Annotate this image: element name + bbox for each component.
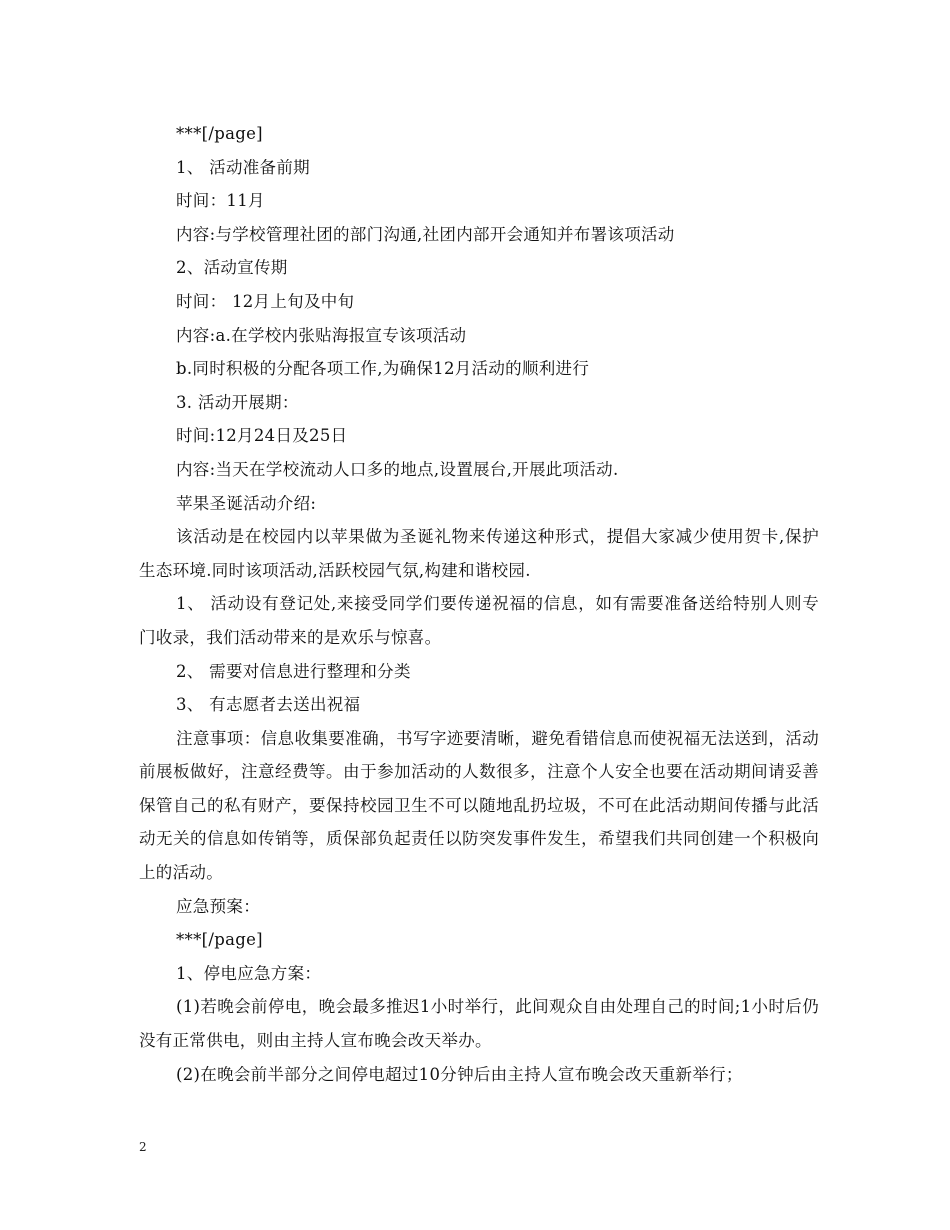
paragraph: 注意事项：信息收集要准确，书写字迹要清晰，避免看错信息而使祝福无法送到，活动前展板做好，注意经费等。由于参加活动的人数很多，注意个人安全也要在活动期间请妥善保管自己的私有财产，要保持校园卫生不可以随地乱扔垃圾，不可在此活动期间传播与此活动无关的信息如传销等，质保部负起责任以防突发事件发生，希望我们共同创建一个积极向上的活动。 [139, 728, 819, 883]
text-line: 时间： 12月上旬及中旬 [176, 291, 355, 311]
section-heading: 应急预案： [176, 896, 260, 916]
section-heading: 2、活动宣传期 [176, 258, 288, 278]
text-line: 2、 需要对信息进行整理和分类 [176, 661, 411, 681]
text-line: 内容:当天在学校流动人口多的地点,设置展台,开展此项活动. [176, 459, 619, 479]
section-heading: 1、停电应急方案： [176, 963, 322, 983]
page-marker: ***[/page] [176, 124, 263, 143]
section-heading: 苹果圣诞活动介绍: [176, 493, 317, 513]
section-heading: 1、 活动准备前期 [176, 157, 310, 177]
document-body [139, 117, 819, 1091]
text-line: 时间:12月24日及25日 [176, 426, 348, 446]
text-line: 内容:a.在学校内张贴海报宣专该项活动 [176, 325, 467, 345]
paragraph: (1)若晚会前停电，晚会最多推迟1小时举行，此间观众自由处理自己的时间;1小时后仍没有正常供电，则由主持人宣布晚会改天举办。 [139, 997, 819, 1051]
text-line: 时间：11月 [176, 191, 265, 211]
page-number: 2 [139, 1140, 147, 1154]
paragraph: (2)在晚会前半部分之间停电超过10分钟后由主持人宣布晚会改天重新举行； [176, 1064, 743, 1084]
section-heading: 3. 活动开展期： [176, 392, 299, 412]
text-line: b.同时积极的分配各项工作,为确保12月活动的顺利进行 [176, 359, 590, 379]
text-line: 3、 有志愿者去送出祝福 [176, 695, 361, 715]
text-line: 内容:与学校管理社团的部门沟通,社团内部开会通知并布署该项活动 [176, 224, 675, 244]
page-marker: ***[/page] [176, 930, 263, 950]
paragraph: 该活动是在校园内以苹果做为圣诞礼物来传递这种形式，提倡大家减少使用贺卡,保护生态环境.同时该项活动,活跃校园气氛,构建和谐校园. [139, 527, 819, 580]
paragraph: 1、 活动设有登记处,来接受同学们要传递祝福的信息，如有需要准备送给特别人则专门收录，我们活动带来的是欢乐与惊喜。 [139, 594, 819, 647]
